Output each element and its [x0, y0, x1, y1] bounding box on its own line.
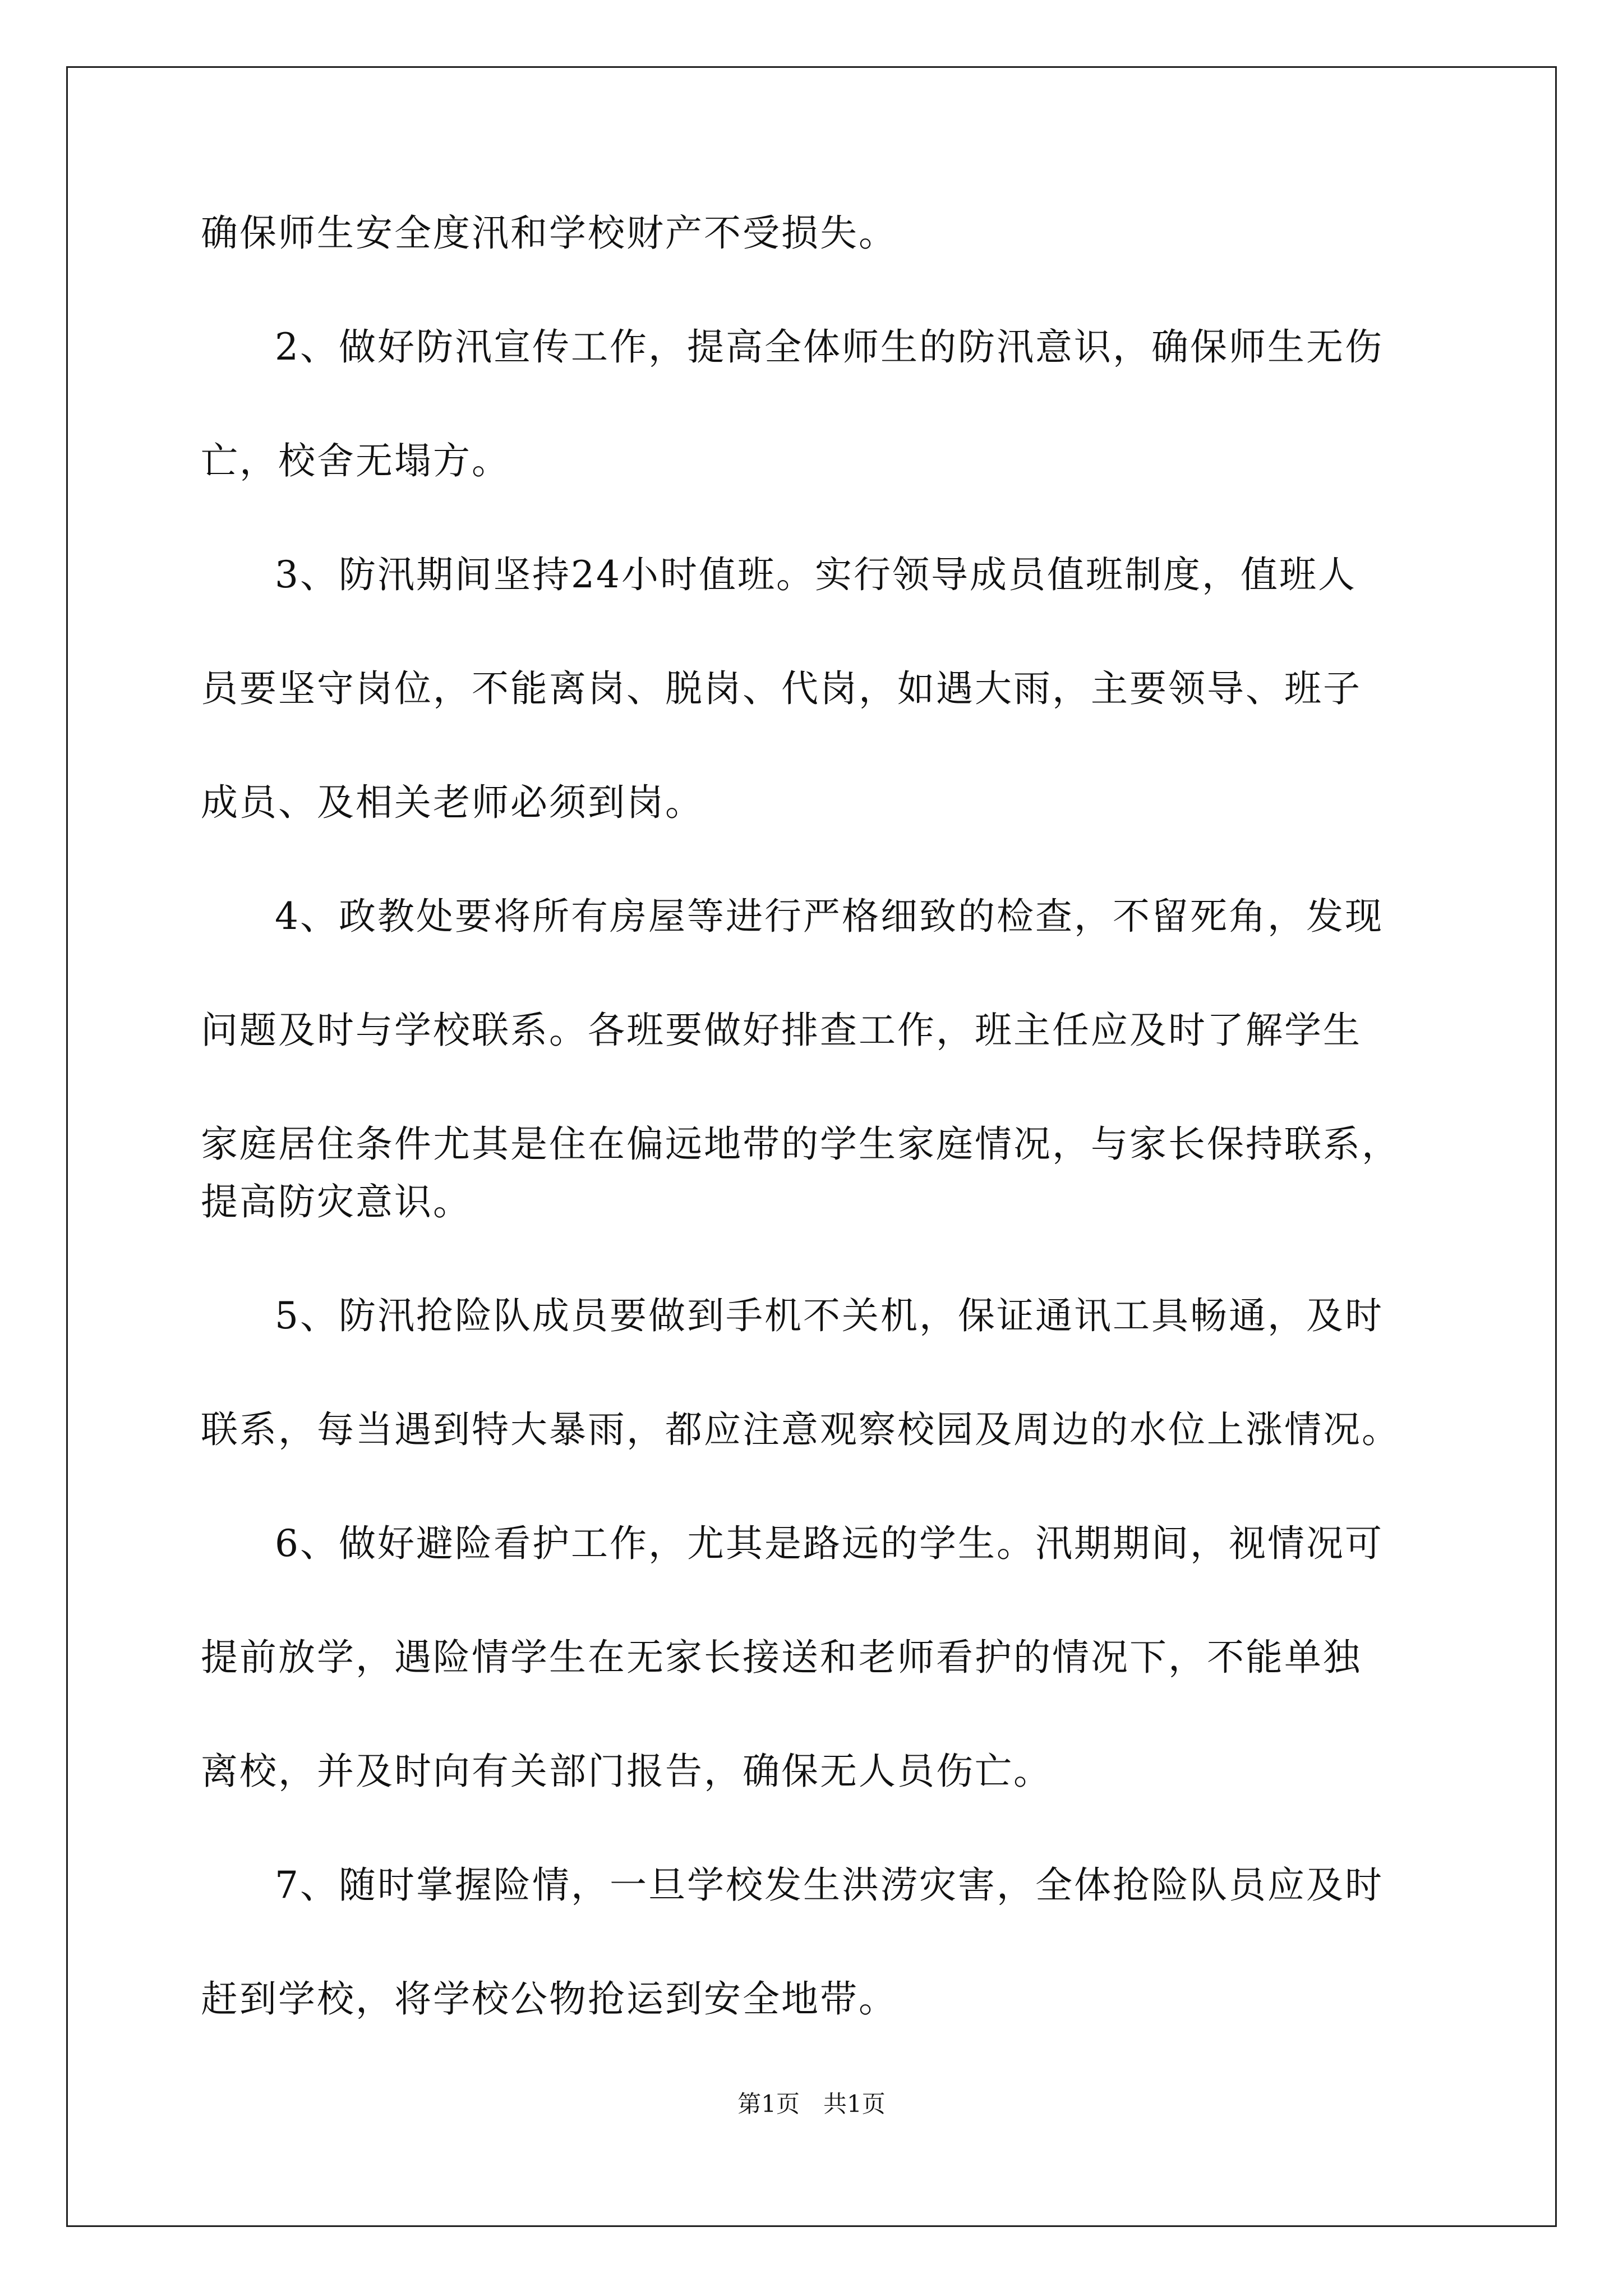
- text-line: 离校，并及时向有关部门报告，确保无人员伤亡。: [201, 1750, 1052, 1793]
- text-line: 2、做好防汛宣传工作，提高全体师生的防汛意识，确保师生无伤: [275, 325, 1384, 369]
- text-line: 4、政教处要将所有房屋等进行严格细致的检查，不留死角，发现: [275, 895, 1384, 938]
- text-line: 提高防灾意识。: [201, 1180, 472, 1223]
- text-line: 联系，每当遇到特大暴雨，都应注意观察校园及周边的水位上涨情况。: [201, 1408, 1400, 1451]
- text-line: 亡，校舍无塌方。: [201, 439, 510, 482]
- text-line: 家庭居住条件尤其是住在偏远地带的学生家庭情况，与家长保持联系，: [201, 1122, 1400, 1166]
- text-line: 6、做好避险看护工作，尤其是路远的学生。汛期期间，视情况可: [275, 1522, 1384, 1565]
- page-number-footer: 第1页 共1页: [737, 2090, 886, 2118]
- text-line: 7、随时掌握险情，一旦学校发生洪涝灾害，全体抢险队员应及时: [275, 1864, 1384, 1907]
- text-line: 问题及时与学校联系。各班要做好排查工作，班主任应及时了解学生: [201, 1009, 1362, 1052]
- text-line: 赶到学校，将学校公物抢运到安全地带。: [201, 1977, 897, 2021]
- text-line: 确保师生安全度汛和学校财产不受损失。: [201, 211, 897, 255]
- text-line: 提前放学，遇险情学生在无家长接送和老师看护的情况下，不能单独: [201, 1636, 1362, 1679]
- text-line: 5、防汛抢险队成员要做到手机不关机，保证通讯工具畅通，及时: [275, 1294, 1384, 1337]
- text-line: 员要坚守岗位，不能离岗、脱岗、代岗，如遇大雨，主要领导、班子: [201, 667, 1362, 710]
- text-line: 3、防汛期间坚持24小时值班。实行领导成员值班制度，值班人: [275, 553, 1357, 596]
- text-line: 成员、及相关老师必须到岗。: [201, 781, 704, 824]
